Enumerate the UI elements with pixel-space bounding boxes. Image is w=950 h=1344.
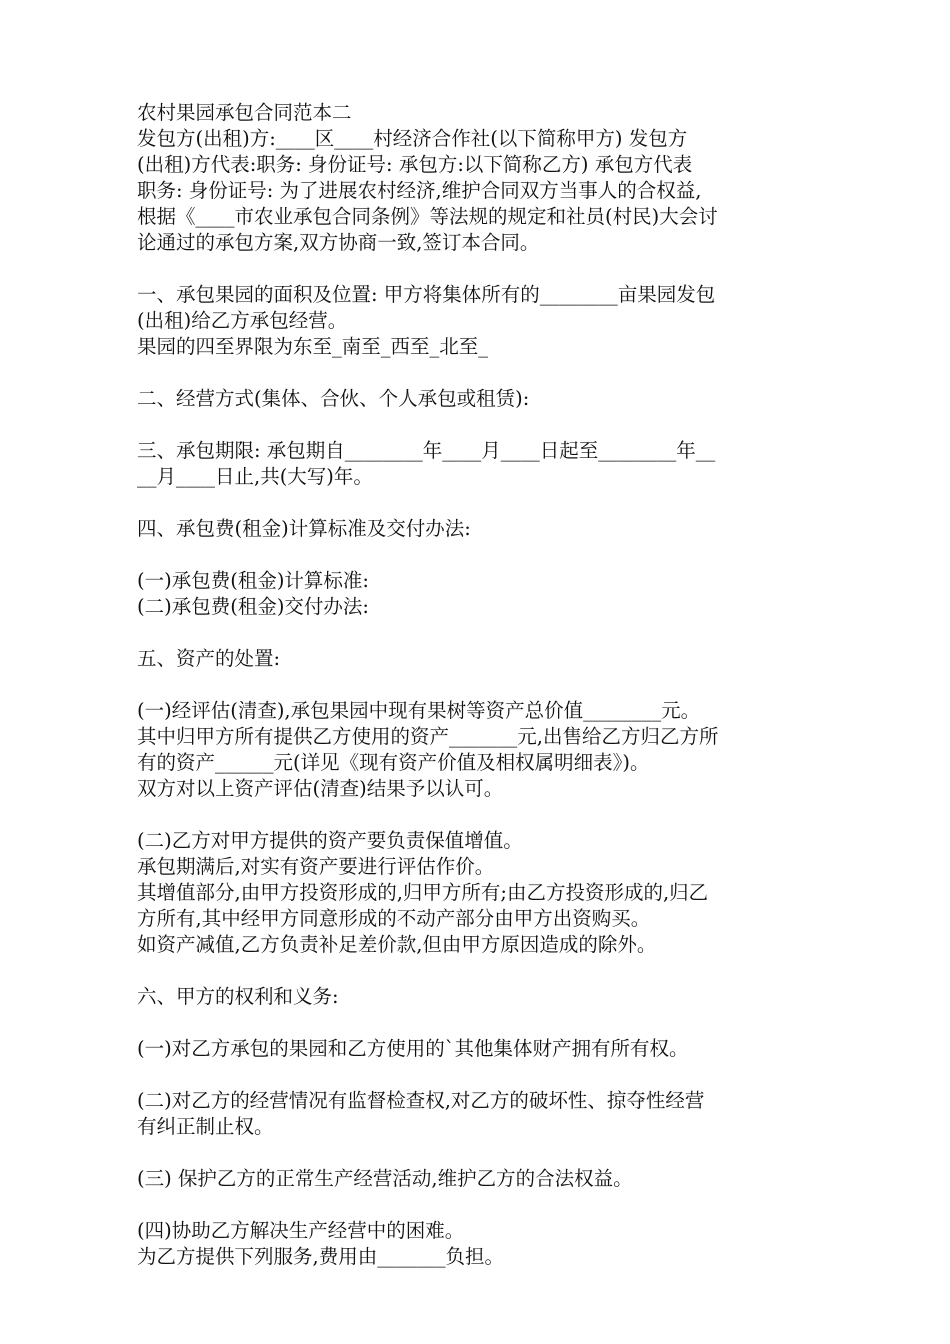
text-line: 一、承包果园的面积及位置: 甲方将集体所有的________亩果园发包: [137, 283, 716, 306]
text-line: (二)对乙方的经营情况有监督检查权,对乙方的破坏性、掠夺性经营: [137, 1089, 705, 1112]
paragraph-gap: [137, 1140, 817, 1166]
text-line: (二)乙方对甲方提供的资产要负责保值增值。: [137, 829, 523, 852]
paragraph-gap: [137, 1010, 817, 1036]
document-title: 农村果园承包合同范本二: [137, 101, 352, 124]
text-line: 果园的四至界限为东至_南至_西至_北至_: [137, 335, 489, 358]
text-line: 如资产减值,乙方负责补足差价款,但由甲方原因造成的除外。: [137, 933, 657, 956]
text-line: (出租)方代表:职务: 身份证号: 承包方:以下简称乙方) 承包方代表: [137, 153, 693, 176]
contract-paragraph: [137, 568, 817, 620]
text-line: 根据《____市农业承包合同条例》等法规的规定和社员(村民)大会讨: [137, 205, 718, 228]
paragraph-gap: [137, 490, 817, 516]
text-line: 论通过的承包方案,双方协商一致,签订本合同。: [137, 231, 540, 254]
paragraph-gap: [137, 620, 817, 646]
text-line: 方所有,其中经甲方同意形成的不动产部分由甲方出资购买。: [137, 907, 651, 930]
contract-paragraph: [137, 438, 817, 490]
paragraph-gap: [137, 672, 817, 698]
text-line: (一)对乙方承包的果园和乙方使用的`其他集体财产拥有所有权。: [137, 1037, 689, 1060]
text-line: 承包期满后,对实有资产要进行评估作价。: [137, 855, 495, 878]
contract-paragraph: [137, 984, 817, 1010]
text-line: 五、资产的处置:: [137, 647, 281, 670]
paragraph-gap: [137, 958, 817, 984]
paragraph-gap: [137, 1062, 817, 1088]
contract-paragraph: [137, 386, 817, 412]
text-line: 职务: 身份证号: 为了进展农村经济,维护合同双方当事人的合权益,: [137, 179, 702, 202]
text-line: (出租)给乙方承包经营。: [137, 309, 348, 332]
contract-paragraph: [137, 828, 817, 958]
contract-paragraph: [137, 1218, 817, 1270]
text-line: (二)承包费(租金)交付办法:: [137, 595, 370, 618]
text-line: 有的资产______元(详见《现有资产价值及相权属明细表》)。: [137, 751, 650, 774]
text-line: 三、承包期限: 承包期自________年____月____日起至________年__: [137, 439, 716, 462]
contract-header-paragraph: [137, 100, 817, 256]
contract-paragraph: [137, 1166, 817, 1192]
text-line: (三) 保护乙方的正常生产经营活动,维护乙方的合法权益。: [137, 1167, 633, 1190]
paragraph-gap: [137, 1192, 817, 1218]
contract-paragraph: [137, 282, 817, 360]
contract-paragraph: [137, 1088, 817, 1140]
text-line: 其增值部分,由甲方投资形成的,归甲方所有;由乙方投资形成的,归乙: [137, 881, 709, 904]
text-line: 四、承包费(租金)计算标准及交付办法:: [137, 517, 471, 540]
text-line: 为乙方提供下列服务,费用由_______负担。: [137, 1245, 504, 1268]
paragraph-gap: [137, 542, 817, 568]
contract-paragraph: [137, 646, 817, 672]
contract-paragraph: [137, 698, 817, 802]
text-line: (一)承包费(租金)计算标准:: [137, 569, 370, 592]
text-line: 双方对以上资产评估(清查)结果予以认可。: [137, 777, 504, 800]
document-body: [137, 100, 817, 1270]
paragraph-gap: [137, 802, 817, 828]
text-line: __月____日止,共(大写)年。: [137, 465, 373, 488]
text-line: (四)协助乙方解决生产经营中的困难。: [137, 1219, 465, 1242]
paragraph-gap: [137, 256, 817, 282]
text-line: 发包方(出租)方:____区____村经济合作社(以下简称甲方) 发包方: [137, 127, 688, 150]
text-line: 六、甲方的权利和义务:: [137, 985, 339, 1008]
text-line: 二、经营方式(集体、合伙、个人承包或租赁):: [137, 387, 530, 410]
text-line: (一)经评估(清查),承包果园中现有果树等资产总价值________元。: [137, 699, 701, 722]
contract-paragraph: [137, 1036, 817, 1062]
paragraph-gap: [137, 412, 817, 438]
text-line: 有纠正制止权。: [137, 1115, 274, 1138]
text-line: 其中归甲方所有提供乙方使用的资产_______元,出售给乙方归乙方所: [137, 725, 719, 748]
contract-paragraph: [137, 516, 817, 542]
paragraph-gap: [137, 360, 817, 386]
